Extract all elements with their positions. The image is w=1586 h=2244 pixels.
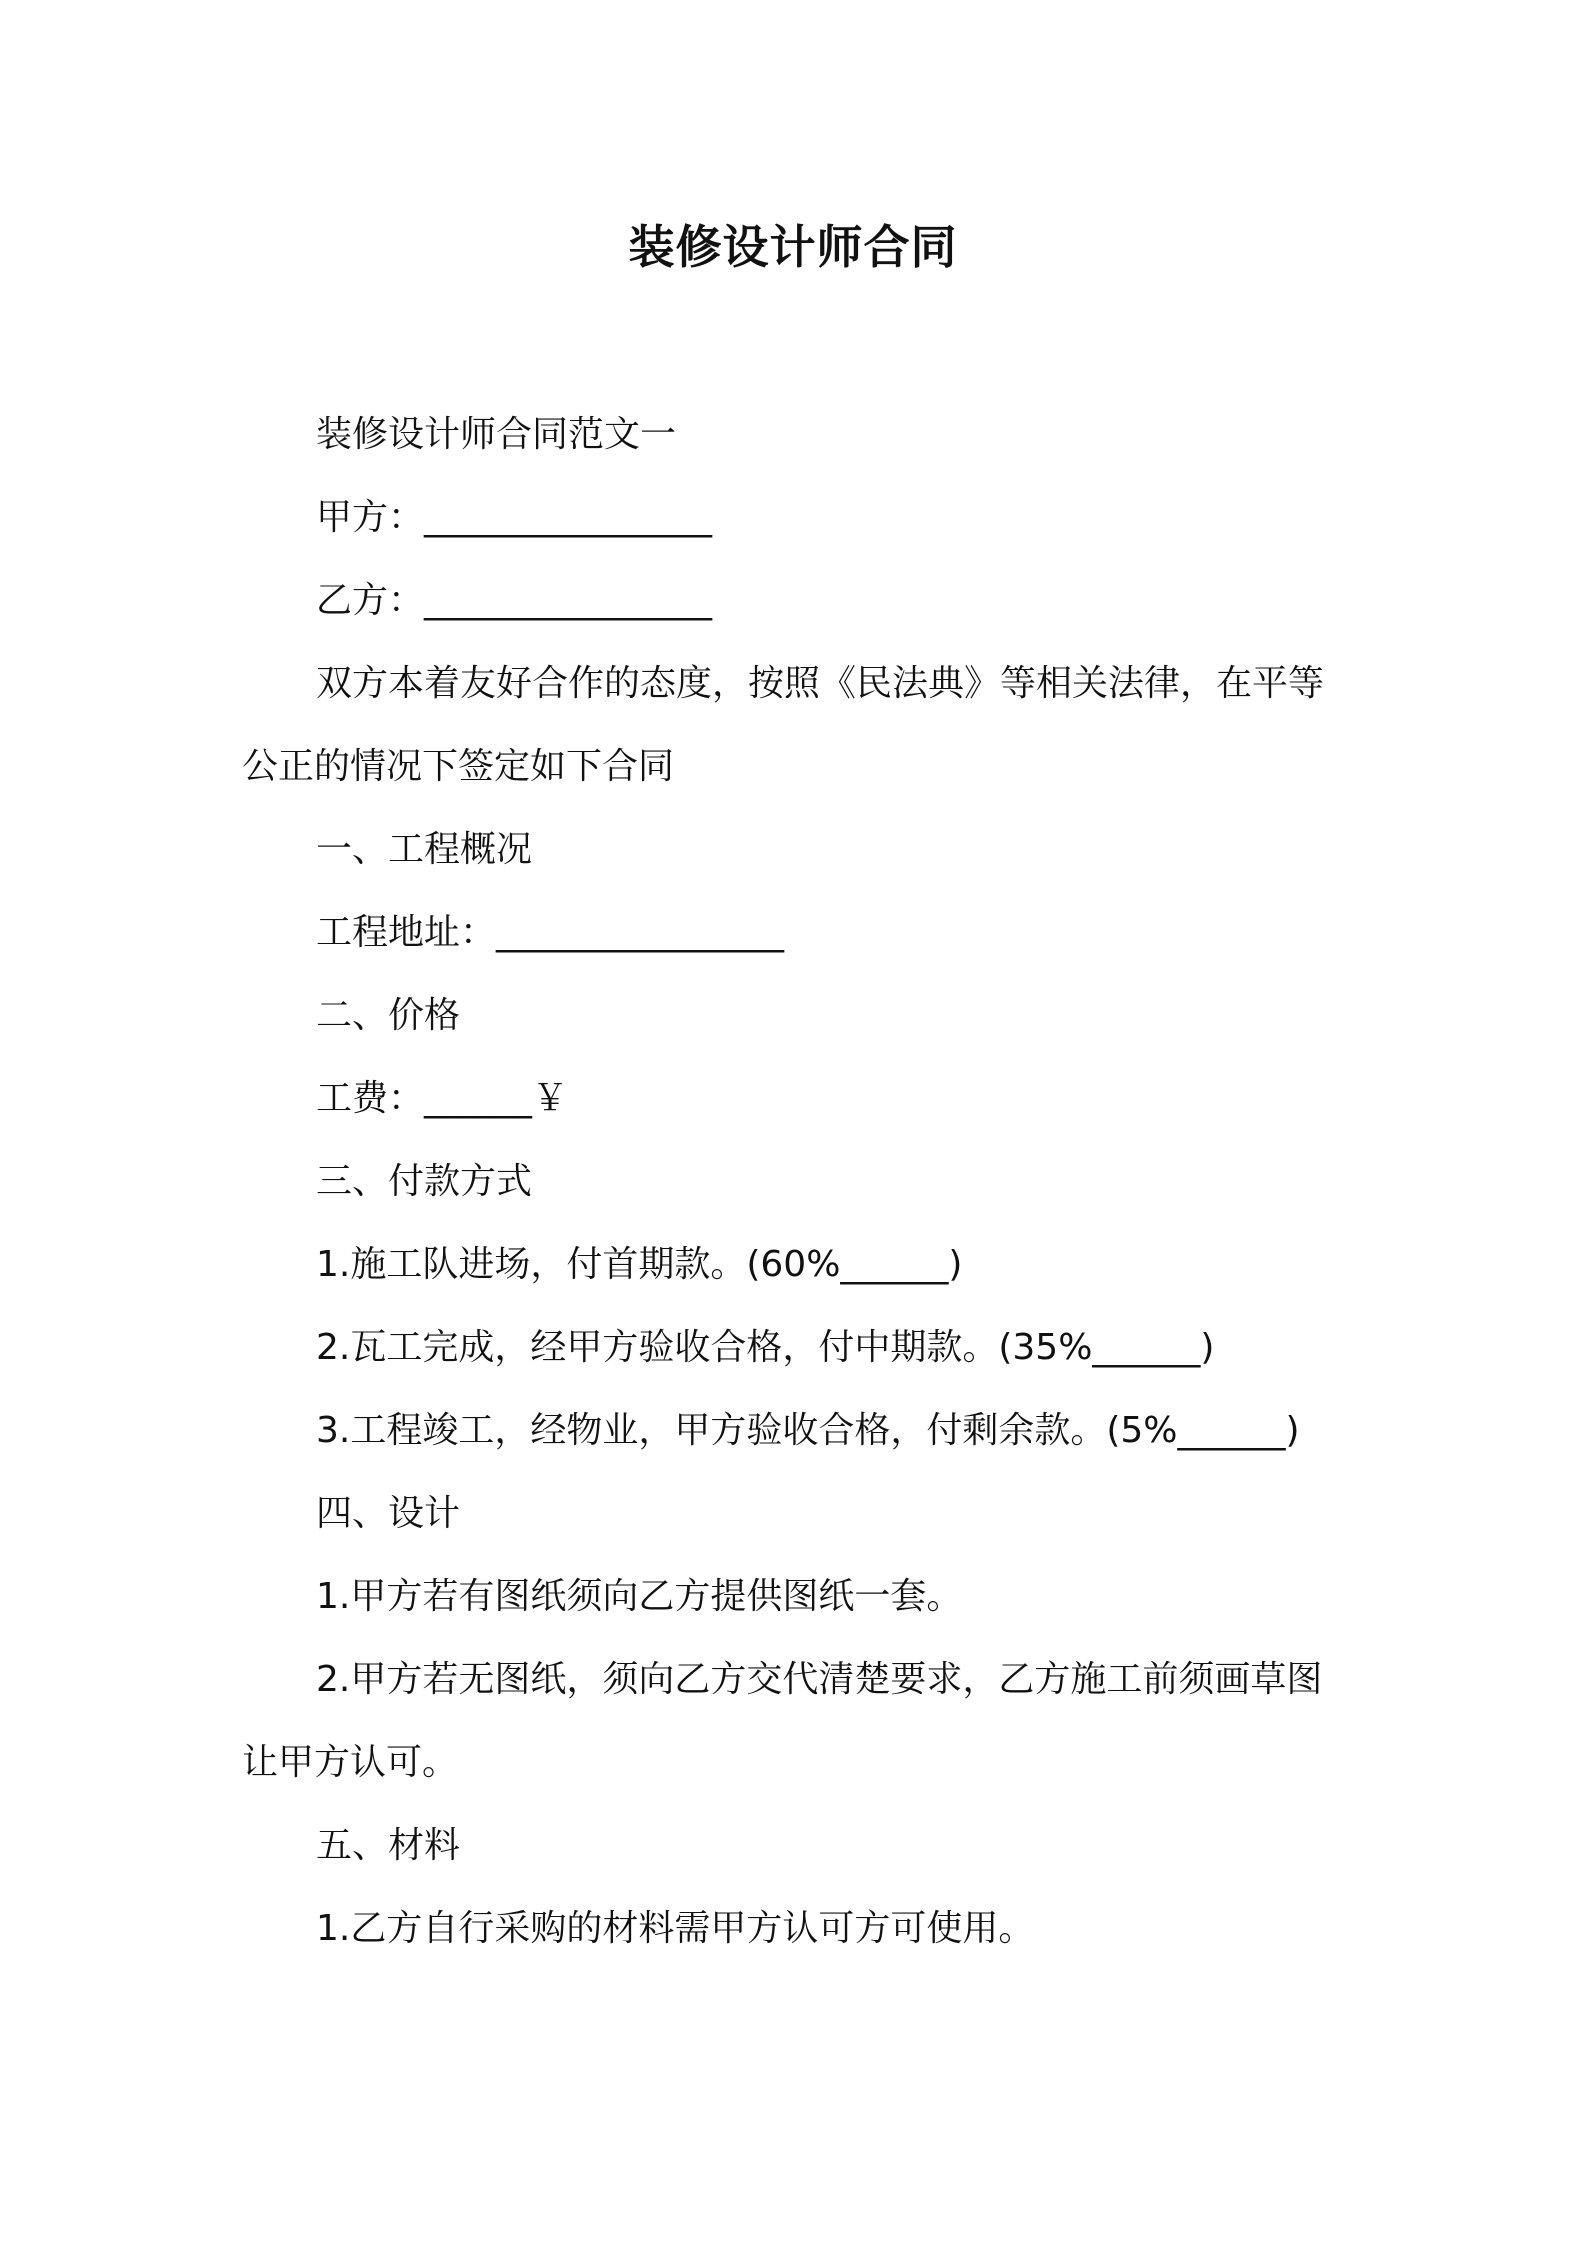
section-heading-project-overview: 一、工程概况	[316, 829, 533, 870]
project-address-line: 工程地址：________________	[316, 912, 785, 953]
payment-item-2: 2.瓦工完成，经甲方验收合格，付中期款。(35%______)	[316, 1327, 1215, 1368]
design-item-2-line-1: 2.甲方若无图纸，须向乙方交代清楚要求，乙方施工前须画草图	[316, 1659, 1323, 1700]
design-item-1: 1.甲方若有图纸须向乙方提供图纸一套。	[316, 1576, 963, 1617]
payment-item-1: 1.施工队进场，付首期款。(60%______)	[316, 1244, 963, 1285]
section-heading-design: 四、设计	[316, 1493, 461, 1534]
section-heading-materials: 五、材料	[316, 1825, 461, 1866]
materials-item-1: 1.乙方自行采购的材料需甲方认可方可使用。	[316, 1908, 1035, 1949]
intro-paragraph-line-2: 公正的情况下签定如下合同	[242, 746, 675, 787]
party-a-line: 甲方：________________	[316, 497, 713, 538]
section-heading-price: 二、价格	[316, 995, 461, 1036]
labor-fee-line: 工费：______￥	[316, 1078, 569, 1119]
intro-paragraph-line-1: 双方本着友好合作的态度，按照《民法典》等相关法律，在平等	[316, 663, 1325, 704]
party-b-line: 乙方：________________	[316, 580, 713, 621]
section-heading-payment-method: 三、付款方式	[316, 1161, 533, 1202]
payment-item-3: 3.工程竣工，经物业，甲方验收合格，付剩余款。(5%______)	[316, 1410, 1300, 1451]
subtitle-sample-one: 装修设计师合同范文一	[316, 414, 677, 455]
document-title: 装修设计师合同	[628, 220, 958, 274]
design-item-2-line-2: 让甲方认可。	[242, 1742, 459, 1783]
